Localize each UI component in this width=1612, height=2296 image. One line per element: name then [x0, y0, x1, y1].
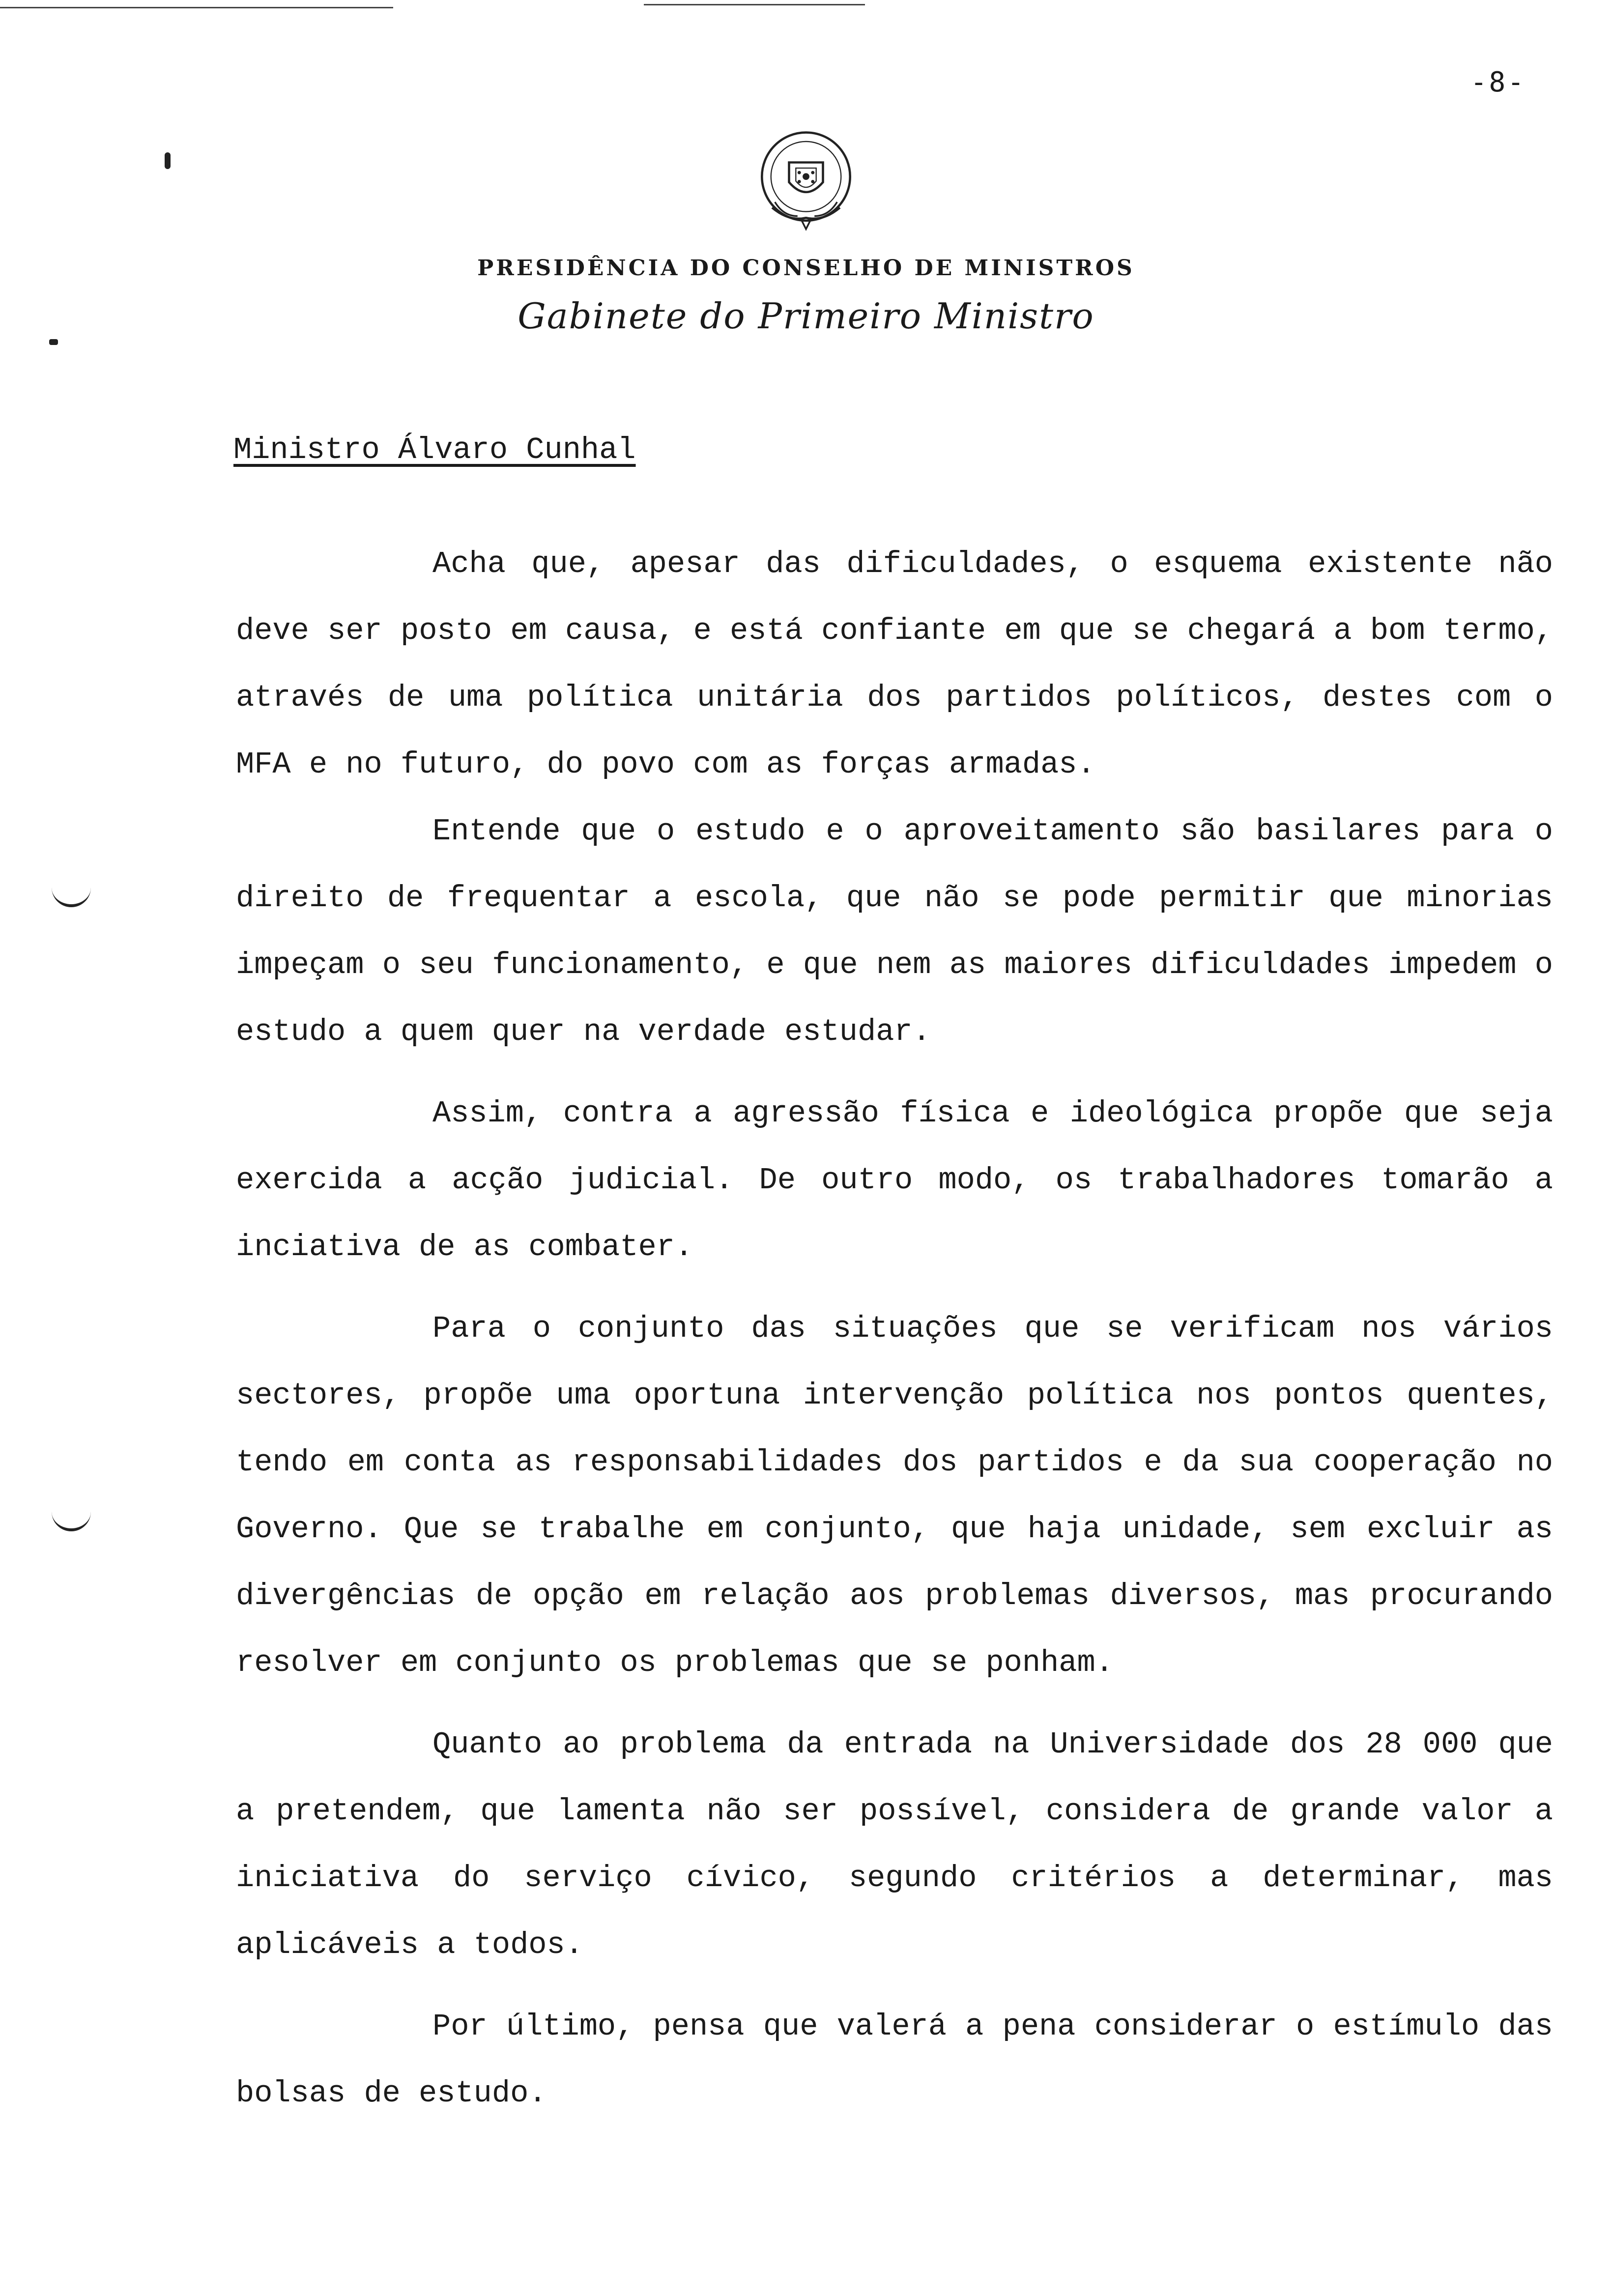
paragraph: Acha que, apesar das dificuldades, o esquema existente não deve ser posto em causa, e está confiante em que se chegará a bom termo, através de uma política unitária dos partidos políticos, destes com o MFA e no futuro, do povo com as forças armadas. — [236, 546, 1553, 782]
speaker-heading: Ministro Álvaro Cunhal — [233, 432, 636, 467]
scan-edge-line — [0, 7, 393, 8]
paragraph: Para o conjunto das situações que se verificam nos vários sectores, propõe uma oportuna intervenção política nos pontos quentes, tendo em conta as responsabilidades dos partidos e da sua cooperação no Governo. Que se trabalhe em conjunto, que haja unidade, sem excluir as divergências de opção em relação aos problemas diversos, mas procurando resolver em conjunto os problemas que se ponham. — [236, 1311, 1553, 1680]
paragraph: Quanto ao problema da entrada na Universidade dos 28 000 que a pretendem, que lamenta não ser possível, considera de grande valor a iniciativa do serviço cívico, segundo critérios a determinar, mas aplicáveis a todos. — [236, 1727, 1553, 1962]
punch-hole-mark — [52, 1509, 91, 1531]
paragraph: Por último, pensa que valerá a pena considerar o estímulo das bolsas de estudo. — [236, 2009, 1553, 2111]
cabinet-script-title: Gabinete do Primeiro Ministro — [518, 295, 1094, 337]
scan-edge-line — [644, 4, 865, 5]
paragraph: Entende que o estudo e o aproveitamento são basilares para o direito de frequentar a escola, que não se pode permitir que minorias impeçam o seu funcionamento, e que nem as maiores dificuldades impedem o estudo a quem quer na verdade estudar. — [236, 814, 1553, 1049]
scan-mark — [165, 152, 171, 169]
coat-of-arms-seal — [749, 123, 863, 236]
minutes-body — [236, 531, 1553, 2127]
paragraph: Assim, contra a agressão física e ideológica propõe que seja exercida a acção judicial. De outro modo, os trabalhadores tomarão a inciativa de as combater. — [236, 1096, 1553, 1264]
page-number: -8- — [1470, 66, 1526, 98]
letterhead — [0, 123, 1612, 337]
scan-mark — [49, 339, 58, 345]
punch-hole-mark — [52, 885, 91, 907]
office-title: PRESIDÊNCIA DO CONSELHO DE MINISTROS — [477, 256, 1135, 281]
